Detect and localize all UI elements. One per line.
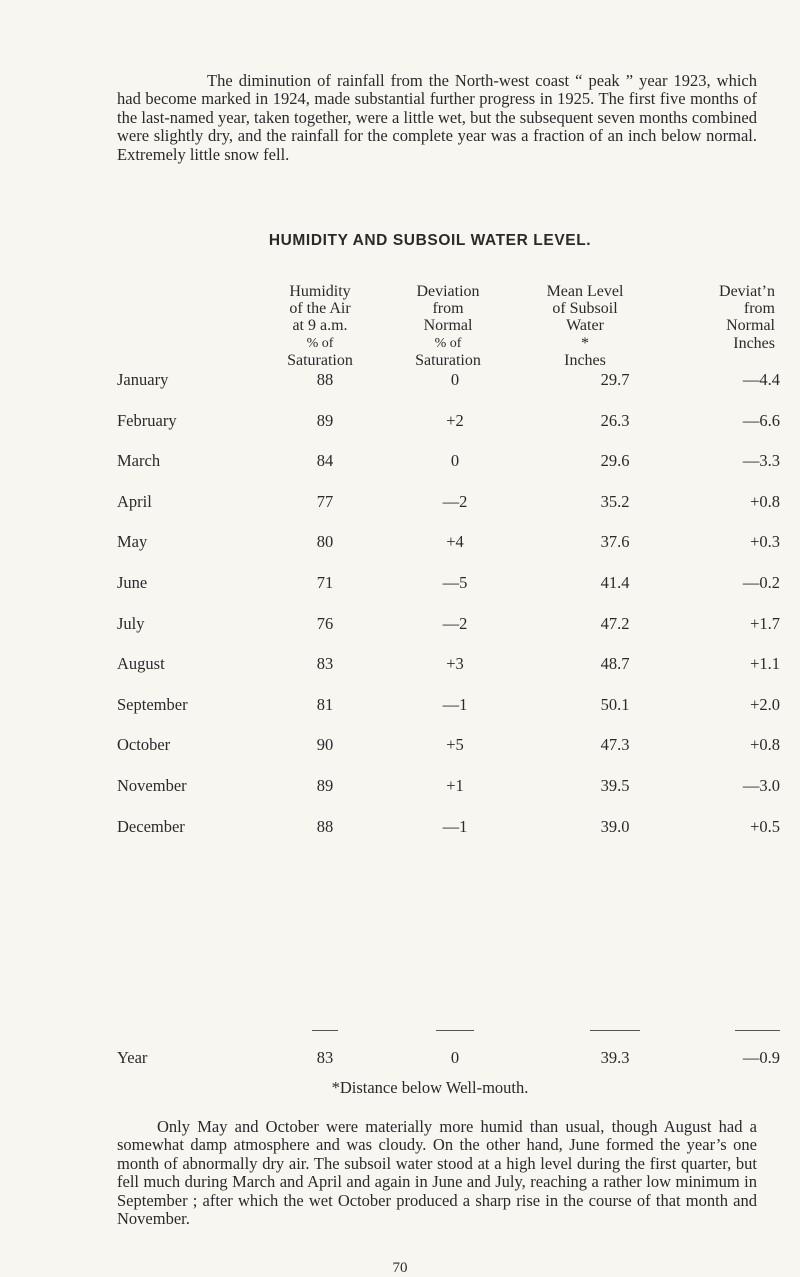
- table-row: [0, 614, 800, 634]
- humidity-cell: 76: [316, 613, 334, 633]
- month-cell: November: [117, 776, 187, 795]
- page-number: 70: [392, 1260, 408, 1276]
- table-row: [0, 411, 800, 431]
- deviation-level-cell: —4.4: [742, 370, 780, 389]
- level-cell: 41.4: [600, 573, 630, 592]
- humidity-cell: 80: [316, 532, 334, 552]
- level-cell: 29.7: [600, 370, 630, 389]
- table-row: [0, 532, 800, 552]
- column-header-deviation-humidity: Deviation from Normal % of Saturation: [415, 283, 481, 369]
- level-cell: 35.2: [600, 491, 630, 511]
- month-cell: August: [117, 654, 165, 674]
- month-cell: July: [117, 613, 145, 633]
- humidity-cell: 81: [316, 694, 334, 714]
- deviation-humidity-cell: +3: [446, 654, 464, 674]
- table-row: [0, 695, 800, 715]
- level-cell: 47.2: [600, 613, 630, 633]
- level-cell: 39.3: [600, 1048, 630, 1067]
- deviation-humidity-cell: —2: [442, 613, 468, 633]
- level-cell: 48.7: [600, 654, 630, 674]
- deviation-humidity-cell: +5: [446, 735, 464, 755]
- deviation-level-cell: —0.9: [742, 1048, 780, 1067]
- humidity-cell: 90: [316, 735, 334, 755]
- divider: [312, 1030, 338, 1031]
- humidity-cell: 89: [316, 410, 334, 430]
- deviation-level-cell: +2.0: [750, 694, 780, 714]
- humidity-cell: 89: [316, 776, 334, 795]
- month-cell: June: [117, 573, 148, 592]
- month-cell: January: [117, 370, 169, 389]
- month-cell: December: [117, 816, 185, 836]
- footnote: *Distance below Well-mouth.: [331, 1078, 529, 1097]
- divider: [590, 1030, 640, 1031]
- deviation-level-cell: +0.8: [750, 491, 780, 511]
- table-row: [0, 1048, 800, 1068]
- month-cell: February: [117, 410, 177, 430]
- humidity-cell: 88: [316, 816, 334, 836]
- month-cell: October: [117, 735, 171, 755]
- humidity-cell: 83: [316, 1048, 334, 1067]
- month-cell: April: [117, 491, 152, 511]
- deviation-humidity-cell: —5: [442, 573, 468, 592]
- level-cell: 37.6: [600, 532, 630, 552]
- deviation-level-cell: +0.5: [750, 816, 780, 836]
- deviation-humidity-cell: 0: [450, 1048, 460, 1067]
- deviation-humidity-cell: 0: [450, 370, 460, 389]
- month-cell: March: [117, 451, 161, 471]
- table-row: [0, 573, 800, 593]
- table-row: [0, 370, 800, 390]
- divider: [436, 1030, 474, 1031]
- deviation-humidity-cell: —1: [442, 694, 468, 714]
- deviation-level-cell: —0.2: [742, 573, 780, 592]
- deviation-level-cell: —3.0: [742, 776, 780, 795]
- level-cell: 39.0: [600, 816, 630, 836]
- humidity-cell: 84: [316, 451, 334, 471]
- table-row: [0, 776, 800, 796]
- deviation-humidity-cell: —2: [442, 491, 468, 511]
- humidity-cell: 77: [316, 491, 334, 511]
- level-cell: 50.1: [600, 694, 630, 714]
- intro-paragraph: The diminution of rainfall from the North-west coast “ peak ” year 1923, which had become marked in 1924, made substantial further progress in 1925. The first five months of the last-named year, taken together, were a little wet, but the subsequent seven months combined were slightly dry, and the rainfall for the complete year was a fraction of an inch below normal. Extremely little snow fell.: [117, 71, 757, 164]
- month-cell: September: [117, 694, 188, 714]
- level-cell: 26.3: [600, 410, 630, 430]
- deviation-humidity-cell: +1: [446, 776, 464, 795]
- deviation-humidity-cell: +2: [446, 410, 464, 430]
- month-cell: May: [117, 532, 148, 552]
- table-row: [0, 451, 800, 471]
- humidity-cell: 88: [316, 370, 334, 389]
- deviation-humidity-cell: —1: [442, 816, 468, 836]
- deviation-level-cell: +0.3: [750, 532, 780, 552]
- level-cell: 39.5: [600, 776, 630, 795]
- humidity-cell: 71: [316, 573, 334, 592]
- divider: [735, 1030, 780, 1031]
- deviation-level-cell: +0.8: [750, 735, 780, 755]
- closing-paragraph: Only May and October were materially more humid than usual, though August had a somewhat damp atmosphere and was cloudy. On the other hand, June formed the year’s one month of abnormally dry air. The subsoil water stood at a high level during the first quarter, but fell much during March and April and again in June and July, reaching a rather low minimum in September ; after which the wet October produced a sharp rise in the course of that month and November.: [117, 1117, 757, 1229]
- level-cell: 47.3: [600, 735, 630, 755]
- deviation-humidity-cell: +4: [446, 532, 464, 552]
- table-row: [0, 654, 800, 674]
- level-cell: 29.6: [600, 451, 630, 471]
- column-header-deviation-level: Deviat’n from Normal Inches: [719, 283, 775, 352]
- table-row: [0, 735, 800, 755]
- deviation-level-cell: +1.7: [750, 613, 780, 633]
- section-title: HUMIDITY AND SUBSOIL WATER LEVEL.: [268, 232, 592, 249]
- column-header-humidity: Humidity of the Air at 9 a.m. % of Saturation: [287, 283, 353, 369]
- deviation-level-cell: —6.6: [742, 410, 780, 430]
- column-header-mean-level: Mean Level of Subsoil Water * Inches: [546, 283, 624, 369]
- deviation-humidity-cell: 0: [450, 451, 460, 471]
- table-row: [0, 492, 800, 512]
- month-cell: Year: [117, 1048, 148, 1067]
- deviation-level-cell: —3.3: [742, 451, 780, 471]
- humidity-cell: 83: [316, 654, 334, 674]
- table-row: [0, 817, 800, 837]
- deviation-level-cell: +1.1: [750, 654, 780, 674]
